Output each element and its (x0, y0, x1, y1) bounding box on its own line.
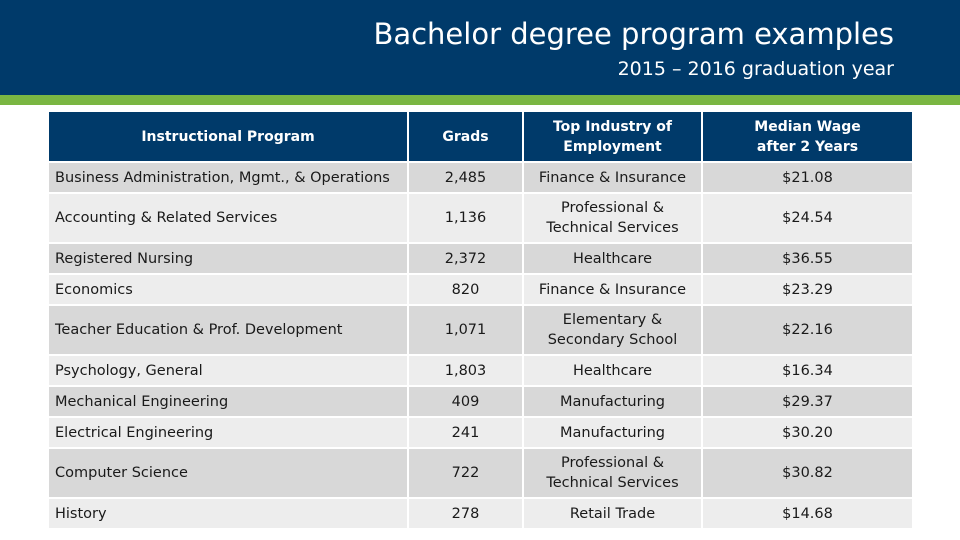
program-cell: Mechanical Engineering (49, 386, 408, 417)
grads-cell: 820 (408, 274, 523, 305)
table-row (49, 305, 912, 355)
industry-cell: Finance & Insurance (523, 162, 702, 193)
program-table (49, 112, 912, 530)
grads-cell: 2,485 (408, 162, 523, 193)
program-cell: Registered Nursing (49, 243, 408, 274)
table-row (49, 498, 912, 529)
industry-cell: Manufacturing (523, 386, 702, 417)
column-header-industry (523, 112, 702, 162)
table-row (49, 274, 912, 305)
wage-cell: $24.54 (702, 193, 912, 243)
program-cell: Economics (49, 274, 408, 305)
wage-cell: $29.37 (702, 386, 912, 417)
wage-cell: $21.08 (702, 162, 912, 193)
wage-cell: $14.68 (702, 498, 912, 529)
header-banner (0, 0, 960, 95)
industry-cell: Manufacturing (523, 417, 702, 448)
industry-cell (523, 448, 702, 498)
column-header-grads: Grads (408, 112, 523, 162)
industry-cell: Retail Trade (523, 498, 702, 529)
wage-cell: $23.29 (702, 274, 912, 305)
wage-cell: $30.82 (702, 448, 912, 498)
industry-cell-text: Professional & Technical Services (546, 200, 679, 236)
program-cell: History (49, 498, 408, 529)
column-header-program: Instructional Program (49, 112, 408, 162)
grads-cell: 1,136 (408, 193, 523, 243)
grads-cell: 241 (408, 417, 523, 448)
column-header-industry-text: Top Industry of Employment (552, 118, 672, 155)
wage-cell: $16.34 (702, 355, 912, 386)
program-cell: Psychology, General (49, 355, 408, 386)
table-row (49, 193, 912, 243)
program-cell: Teacher Education & Prof. Development (49, 305, 408, 355)
column-header-wage-text: Median Wage after 2 Years (754, 118, 861, 155)
grads-cell: 278 (408, 498, 523, 529)
accent-bar (0, 95, 960, 105)
table-row (49, 243, 912, 274)
industry-cell: Healthcare (523, 243, 702, 274)
industry-cell: Finance & Insurance (523, 274, 702, 305)
table-row (49, 355, 912, 386)
industry-cell-text: Elementary & Secondary School (547, 312, 678, 348)
table-row (49, 162, 912, 193)
table-row (49, 417, 912, 448)
industry-cell (523, 305, 702, 355)
grads-cell: 2,372 (408, 243, 523, 274)
industry-cell: Healthcare (523, 355, 702, 386)
table-row (49, 386, 912, 417)
page-title: Bachelor degree program examples (373, 17, 894, 51)
industry-cell-text: Professional & Technical Services (546, 455, 679, 491)
grads-cell: 722 (408, 448, 523, 498)
wage-cell: $36.55 (702, 243, 912, 274)
grads-cell: 409 (408, 386, 523, 417)
page-subtitle: 2015 – 2016 graduation year (617, 58, 894, 80)
program-cell: Business Administration, Mgmt., & Operations (49, 162, 408, 193)
program-cell: Electrical Engineering (49, 417, 408, 448)
program-cell: Accounting & Related Services (49, 193, 408, 243)
industry-cell (523, 193, 702, 243)
wage-cell: $30.20 (702, 417, 912, 448)
grads-cell: 1,071 (408, 305, 523, 355)
wage-cell: $22.16 (702, 305, 912, 355)
program-cell: Computer Science (49, 448, 408, 498)
column-header-wage (702, 112, 912, 162)
table-row (49, 448, 912, 498)
grads-cell: 1,803 (408, 355, 523, 386)
table-header-row (49, 112, 912, 162)
